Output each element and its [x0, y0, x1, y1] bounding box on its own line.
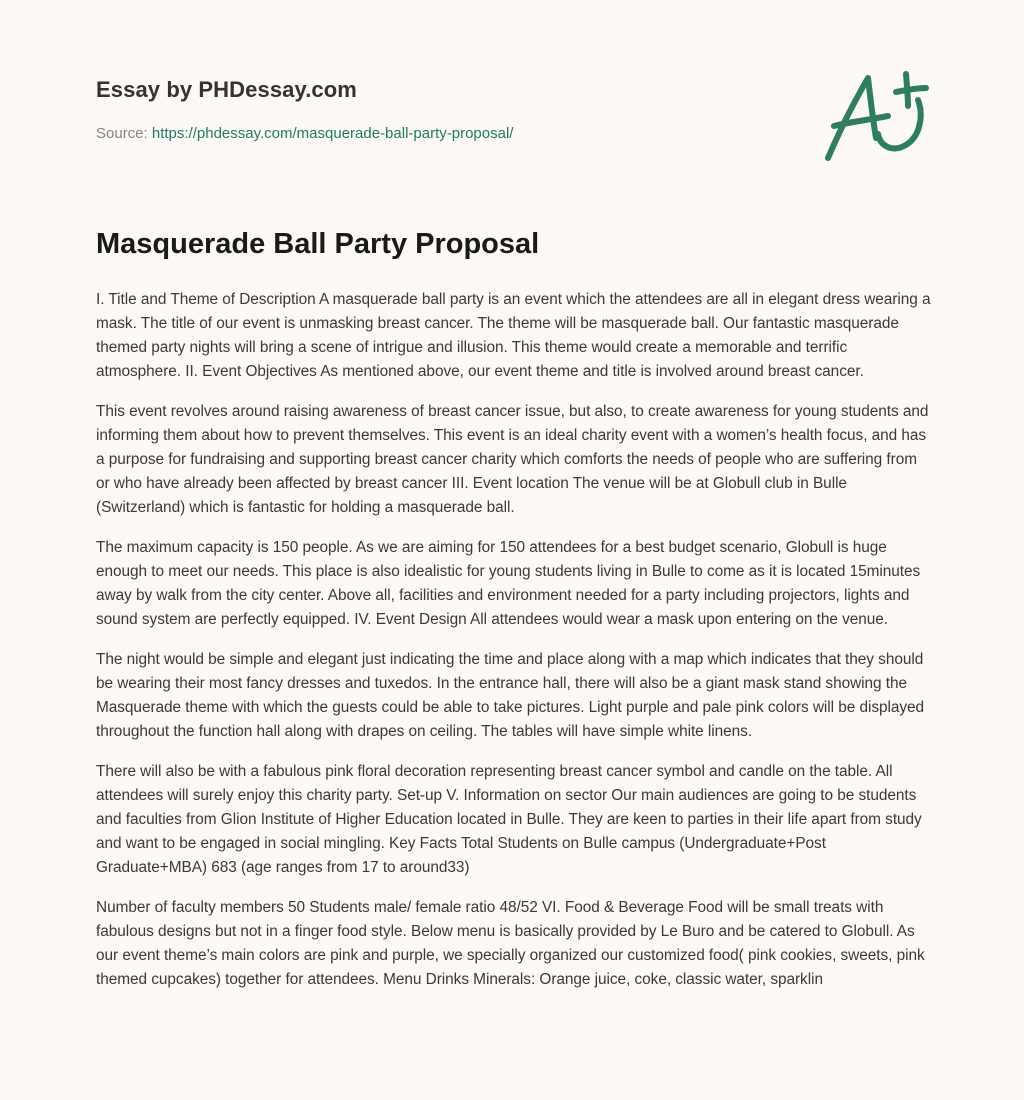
essay-paragraph: The maximum capacity is 150 people. As we are aiming for 150 attendees for a best budget scenario, Globull is huge enough to meet our needs. This place is also idealistic for young students living in Bulle to come as it is located 15minutes away by walk from the city center. Above all, facilities and environment needed for a party including projectors, lights and sound system are perfectly equipped. IV. Event Design All attendees would wear a mask upon entering on the venue.	[96, 539, 921, 628]
a-plus-grade-icon	[820, 64, 932, 168]
essay-paragraph: The night would be simple and elegant just indicating the time and place along with a map which indicates that they should be wearing their most fancy dresses and tuxedos. In the entrance hall, there will also be a giant mask stand showing the Masquerade theme with which the guests could be able to take pictures. Light purple and pale pink colors will be displayed throughout the function hall along with drapes on ceiling. The tables will have simple white linens.	[96, 651, 925, 740]
essay-paragraph: Number of faculty members 50 Students male/ female ratio 48/52 VI. Food & Beverage Food will be small treats with fabulous designs but not in a finger food style. Below menu is basically provided by Le Buro and be catered to Globull. As our event theme’s main colors are pink and purple, we specially organized our customized food( pink cookies, sweets, pink themed cupcakes) together for attendees. Menu Drinks Minerals: Orange juice, coke, classic water, sparklin	[96, 899, 925, 988]
source-line	[96, 124, 796, 144]
essay-content	[96, 222, 932, 1008]
essay-paragraph: There will also be with a fabulous pink floral decoration representing breast cancer symbol and candle on the table. All attendees will surely enjoy this charity party. Set-up V. Information on sector Our main audiences are going to be students and faculties from Glion Institute of Higher Education located in Bulle. They are keen to parties in their life apart from study and want to be engaged in social mingling. Key Facts Total Students on Bulle campus (Undergraduate+Post Graduate+MBA) 683 (age ranges from 17 to around33)	[96, 763, 922, 876]
site-title: Essay by PHDessay.com	[96, 77, 357, 102]
site-header	[96, 76, 796, 144]
source-link[interactable]: https://phdessay.com/masquerade-ball-party-proposal/	[151, 125, 514, 142]
source-label: Source:	[96, 125, 148, 142]
essay-title: Masquerade Ball Party Proposal	[96, 228, 540, 260]
essay-paragraph: This event revolves around raising awareness of breast cancer issue, but also, to create awareness for young students and informing them about how to prevent themselves. This event is an ideal charity event with a women’s health focus, and has a purpose for fundraising and supporting breast cancer charity which comforts the needs of people who are suffering from or who have already been affected by breast cancer III. Event location The venue will be at Globull club in Bulle (Switzerland) which is fantastic for holding a masquerade ball.	[96, 403, 929, 516]
essay-paragraph: I. Title and Theme of Description A masquerade ball party is an event which the attendees are all in elegant dress wearing a mask. The title of our event is unmasking breast cancer. The theme will be masquerade ball. Our fantastic masquerade themed party nights will bring a scene of intrigue and illusion. This theme would create a memorable and terrific atmosphere. II. Event Objectives As mentioned above, our event theme and title is involved around breast cancer.	[96, 291, 931, 380]
